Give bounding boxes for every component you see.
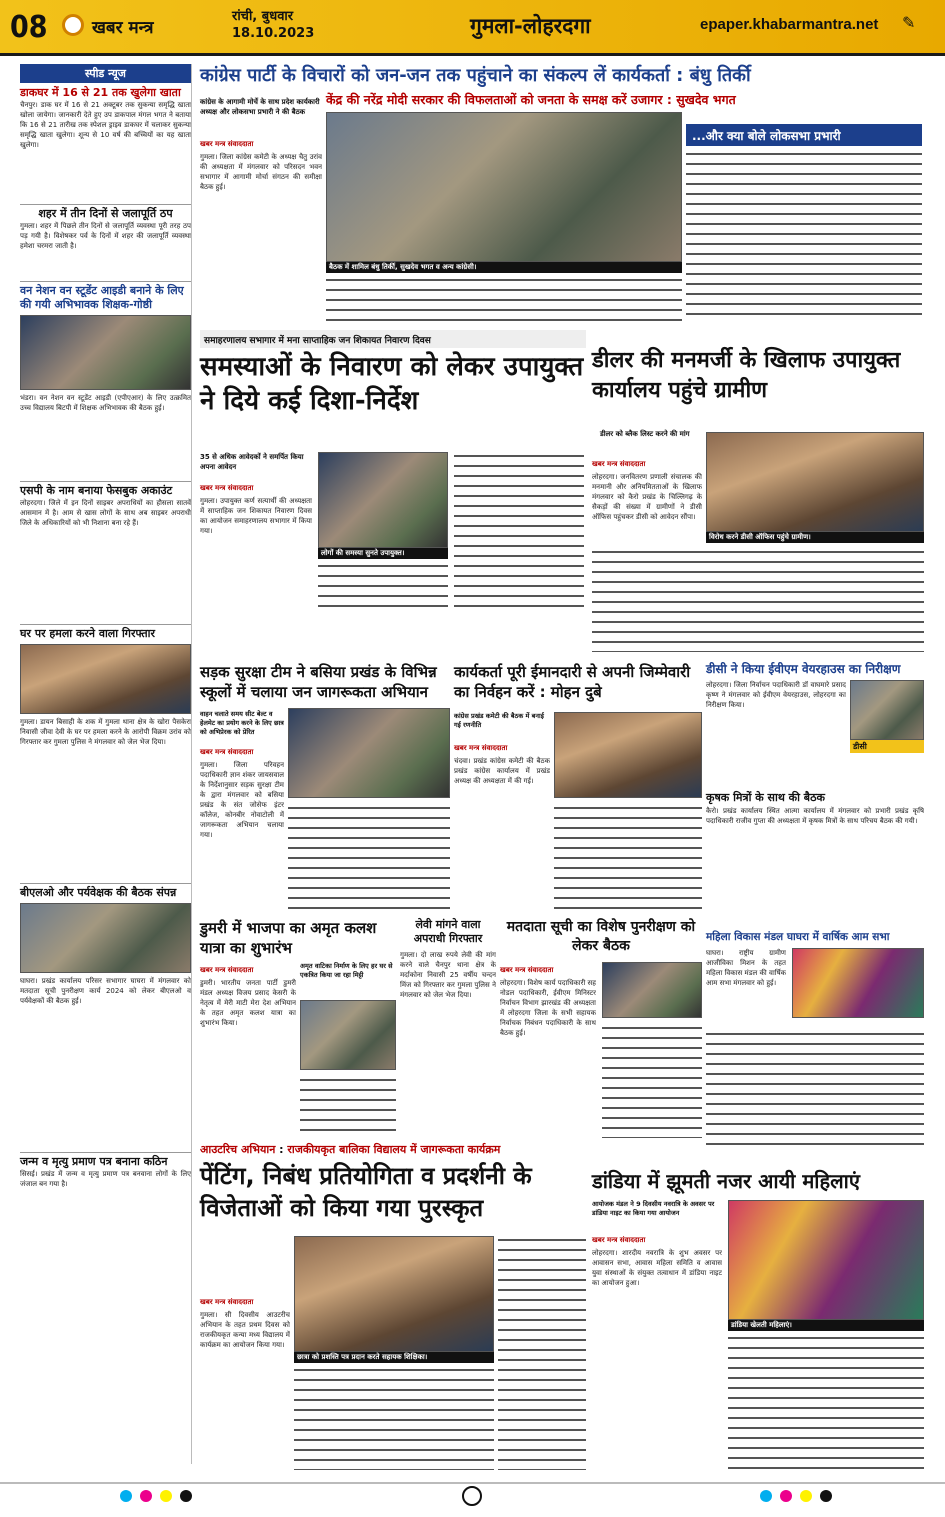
black-mark-icon (820, 1490, 832, 1502)
story2-photo-caption: लोगों की समस्या सुनते उपायुक्त। (318, 548, 448, 559)
brief-headline: बीएलओ और पर्यवेक्षक की बैठक संपन्न (20, 886, 177, 899)
story9-note: अमृत वाटिका निर्माण के लिए हर घर से एकत्रित किया जा रहा मिट्टी (300, 962, 393, 979)
byline: खबर मन्त्र संवाददाता (200, 140, 254, 148)
lead-kicker: कांग्रेस के आगामी मोर्चे के साथ प्रदेश कार्यकारी अध्यक्ष और लोकसभा प्रभारी ने की बैठक (200, 98, 320, 116)
brief-item (20, 86, 191, 196)
brief-item (20, 883, 191, 1146)
story11-body (602, 1024, 702, 1138)
story13-photo-caption: डांडिया खेलती महिलाएं। (728, 1320, 924, 1331)
story12-photo-caption: छात्रा को प्रशस्ति पत्र प्रदान करते सहायक शिक्षिका। (294, 1352, 494, 1363)
news-photo (20, 903, 191, 973)
brief-text: चैनपुर। डाक घर में 16 से 21 अक्टूबर तक सुकन्या समृद्धि खाता खोला जायेगा। जानकारी देते हुए उप डाकपाल मंगल भगत ने बताया कि 16 से 21 तारीख तक स्पेशल ड्राइव डाकघर में चलाकर सुकन्या समृद्धि खाता खुलेगा। शून्य से 10 वर्ष की बच्चियों का यह खाता खुलेगा। (20, 101, 191, 149)
brief-text: घाघरा। प्रखंड कार्यालय परिसर सभागार घाघरा में मंगलवार को मतदाता सूची पुनरीक्षण कार्य 2024 को लेकर बीएलओ व पर्यवेक्षकों की बैठक हुई। (20, 977, 191, 1005)
byline: खबर मन्त्र संवाददाता (200, 748, 254, 756)
story2-body (454, 452, 584, 614)
story9-photo (300, 1000, 396, 1070)
story6-body (706, 1030, 924, 1150)
story13-body (728, 1334, 924, 1470)
story7-photo (288, 708, 450, 798)
brief-text: गुमला। शहर में पिछले तीन दिनों से जलापूर्ति व्यवस्था पूरी तरह ठप पड़ गयी है। विशेषकर पर्व के दिनों में शहर की जलापूर्ति व्यवस्था हमेशा चरमरा जाती है। (20, 222, 191, 250)
lead-subhead: केंद्र की नरेंद्र मोदी सरकार की विफलताओं को जनता के समक्ष करें उजागर : सुखदेव भगत (326, 92, 736, 107)
speed-news-label: स्पीड न्यूज (20, 64, 191, 83)
brief-item (20, 281, 191, 473)
byline: खबर मन्त्र संवाददाता (200, 1298, 254, 1306)
story2-kicker: समाहरणालय सभागार में मना साप्ताहिक जन शिकायत निवारण दिवस (200, 330, 586, 348)
brief-headline: एसपी के नाम बनाया फेसबुक अकाउंट (20, 484, 173, 497)
story9-text: डुमरी। भारतीय जनता पार्टी डुमरी मंडल अध्यक्ष विजय प्रसाद केसरी के नेतृत्व में मेरी माटी मेरा देश अभियान के तहत अमृत कलश यात्रा का शुभारंभ किया। (200, 979, 296, 1027)
story11-headline: मतदाता सूची का विशेष पुनरीक्षण को लेकर बैठक (506, 919, 696, 954)
brief-headline: घर पर हमला करने वाला गिरफ्तार (20, 627, 156, 640)
story8-text: चंदवा। प्रखंड कांग्रेस कमेटी की बैठक प्रखंड कांग्रेस कार्यालय में प्रखंड अध्यक्ष की अध्यक्षता में की गई। (454, 757, 550, 785)
byline: खबर मन्त्र संवाददाता (200, 484, 254, 492)
story2-photo (318, 452, 448, 548)
story2-text: गुमला। उपायुक्त कर्ण सत्यार्थी की अध्यक्षता में साप्ताहिक जन शिकायत निवारण दिवस का आयोजन समाहरणालय सभागार में किया गया। (200, 497, 312, 535)
magenta-mark-icon (780, 1490, 792, 1502)
brief-headline: डाकघर में 16 से 21 तक खुलेगा खाता (20, 86, 181, 99)
story4-headline: डीसी ने किया ईवीएम वेयरहाउस का निरीक्षण (706, 662, 901, 676)
magenta-mark-icon (140, 1490, 152, 1502)
story10-headline: लेवी मांगने वाला अपराधी गिरफ्तार (413, 918, 483, 945)
story13-text: लोहरदगा। शारदीय नवरात्रि के शुभ अवसर पर आवासन सभा, आवास महिला समिति व आवास युवा संस्थाओं के संयुक्त तत्वाधान में डांडिया नाइट का आयोजन हुआ। (592, 1249, 722, 1287)
story12-body (498, 1236, 586, 1470)
site-link[interactable]: epaper.khabarmantra.net (700, 16, 879, 33)
brief-text: भंडरा। वन नेशन वन स्टूडेंट आइडी (एपीएआर) के लिए उत्क्रमित उच्च विद्यालय बिटपी में शिक्षक अभिभावक की बैठक हुई। (20, 394, 191, 412)
story8-photo (554, 712, 702, 798)
story9-body (300, 1076, 396, 1138)
lead-photo-caption: बैठक में शामिल बंधु तिर्की, सुखदेव भगत व अन्य कांग्रेसी। (326, 262, 682, 273)
left-news-column (20, 64, 192, 1464)
story9-headline: डुमरी में भाजपा का अमृत कलश यात्रा का शुभारंभ (200, 919, 377, 957)
story3-photo-caption: विरोध करने डीसी ऑफिस पहुंचे ग्रामीण। (706, 532, 924, 543)
section-title: गुमला-लोहरदगा (470, 14, 591, 38)
cyan-mark-icon (760, 1490, 772, 1502)
yellow-mark-icon (160, 1490, 172, 1502)
story6-photo (792, 948, 924, 1018)
story2-headline: समस्याओं के निवारण को लेकर उपायुक्त ने दिये कई दिशा-निर्देश (200, 352, 584, 416)
brief-text: लोहरदगा। जिले में इन दिनों साइबर अपराधियों का हौसला सातवें आसमान में है। आम से खास लोगों के साथ अब साइबर अपराधी जिले के अधिकारियों को भी निशाना बना रहे हैं। (20, 499, 191, 527)
lead-photo (326, 112, 682, 262)
byline: खबर मन्त्र संवाददाता (592, 1236, 646, 1244)
story4-text: लोहरदगा। जिला निर्वाचन पदाधिकारी डॉ वाघमारे प्रसाद कृष्ण ने मंगलवार को ईवीएम वेयरहाउस, लोहरदगा का निरीक्षण किया। (706, 681, 846, 709)
pencil-icon: ✎ (902, 13, 916, 32)
story5-text: कैरो। प्रखंड कार्यालय स्थित आत्मा कार्यालय में मंगलवार को प्रभारी प्रखंड कृषि पदाधिकारी राजीव गुप्ता की अध्यक्षता में कृषक मित्रों के साथ परिचय बैठक की गयी। (706, 807, 924, 825)
byline: खबर मन्त्र संवाददाता (454, 744, 508, 752)
brief-text: गुमला। डायन बिसाही के शक में गुमला थाना क्षेत्र के खोरा पैसकेरा निवासी जीवा देवी के घर पर हमला करने के आरोपी विक्रम उरांव को गिरफ्तार कर गुमला पुलिस ने मंगलवार को जेल भेज दिया। (20, 718, 191, 746)
story3-note: डीलर को ब्लैक लिस्ट करने की मांग (600, 430, 690, 438)
story7-text: गुमला। जिला परिवहन पदाधिकारी ज्ञान शंकर जायसवाल के निर्देशानुसार सड़क सुरक्षा टीम के द्वारा मंगलवार को बसिया प्रखंड के संत जोसेफ इंटर कॉलेज, कोनबीर नोवाटोली में जागरूकता अभियान चलाया गया। (200, 761, 284, 839)
lead-text: गुमला। जिला कांग्रेस कमेटी के अध्यक्ष चैतु उरांव की अध्यक्षता में मंगलवार को परिसदन भवन सभागार में आगामी मोर्चा संगठन की समीक्षा बैठक हुई। (200, 153, 322, 191)
story10-text: गुमला। दो लाख रुपये लेवी की मांग करने वाले चैनपुर थाना क्षेत्र के मर्दाकोना निवासी 25 वर्षीय चन्दन मिंज को गिरफ्तार कर गुमला पुलिस ने मंगलवार को जेल भेज दिया। (400, 951, 496, 999)
dateline (232, 8, 314, 42)
story12-kicker-text: राजकीयकृत बालिका विद्यालय में जागरूकता कार्यक्रम (287, 1143, 501, 1156)
story6-headline: महिला विकास मंडल घाघरा में वार्षिक आम सभा (706, 931, 890, 943)
story5-headline: कृषक मित्रों के साथ की बैठक (706, 791, 825, 804)
story7-headline: सड़क सुरक्षा टीम ने बसिया प्रखंड के विभिन्न स्कूलों में चलाया जन जागरूकता अभियान (200, 663, 437, 701)
byline: खबर मन्त्र संवाददाता (500, 966, 554, 974)
black-mark-icon (180, 1490, 192, 1502)
brief-headline: वन नेशन वन स्टूडेंट आइडी बनाने के लिए की गयी अभिभावक शिक्षक-गोष्ठी (20, 284, 184, 311)
edition-date: 18.10.2023 (232, 26, 315, 41)
story3-photo (706, 432, 924, 532)
brand-name: खबर मन्त्र (92, 18, 154, 38)
story13-headline: डांडिया में झूमती नजर आयी महिलाएं (592, 1169, 860, 1193)
sidebox-text (686, 150, 922, 322)
story3-body (592, 548, 924, 652)
place-day: रांची, बुधवार (232, 9, 294, 24)
page-number: 08 (10, 10, 48, 45)
story11-photo (602, 962, 702, 1018)
story7-note: वाहन चलाते समय सीट बेल्ट व हेलमेट का प्रयोग करने के लिए छात्र को अभिप्रेरक को प्रेरित (200, 710, 284, 736)
story12-kicker-red: आउटरिच अभियान (200, 1143, 276, 1156)
story8-note: कांग्रेस प्रखंड कमेटी की बैठक में बनाई गई रणनीति (454, 712, 544, 729)
byline: खबर मन्त्र संवाददाता (200, 966, 254, 974)
story12-kicker: आउटरिच अभियान : राजकीयकृत बालिका विद्यालय में जागरूकता कार्यक्रम (200, 1143, 501, 1156)
story3-headline: डीलर की मनमर्जी के खिलाफ उपायुक्त कार्यालय पहुंचे ग्रामीण (592, 348, 901, 403)
story8-headline: कार्यकर्ता पूरी ईमानदारी से अपनी जिम्मेवारी का निर्वहन करें : मोहन दुबे (454, 663, 691, 701)
brief-item (20, 481, 191, 618)
story7-body (288, 804, 450, 910)
story11-text: लोहरदगा। विशेष कार्य पदाधिकारी सह नोडल पदाधिकारी, ईवीएम मिनिस्टर निर्वाचन विभाग झारखंड की अध्यक्षता में लोहरदगा जिला के सभी सहायक निर्वाचक निबंधन पदाधिकारी के साथ बैठक हुई। (500, 979, 596, 1037)
story8-body (554, 804, 702, 910)
brief-headline: शहर में तीन दिनों से जलापूर्ति ठप (38, 207, 173, 220)
news-photo (20, 644, 191, 714)
story2-body (318, 562, 448, 614)
byline: खबर मन्त्र संवाददाता (592, 460, 646, 468)
story12-headline: पेंटिंग, निबंध प्रतियोगिता व प्रदर्शनी के विजेताओं को किया गया पुरस्कृत (200, 1162, 532, 1222)
brief-item (20, 1152, 191, 1249)
story12-photo (294, 1236, 494, 1352)
brief-item (20, 204, 191, 273)
story4-photo-caption: डीसी (850, 740, 924, 753)
cyan-mark-icon (120, 1490, 132, 1502)
story12-text: गुमला। सी दिवसीय आउटरीच अभियान के तहत प्रथम दिवस को राजकीयकृत कन्या मध्य विद्यालय में कार्यक्रम का आयोजन किया गया। (200, 1311, 290, 1349)
brand-logo-icon (62, 14, 84, 36)
story13-photo (728, 1200, 924, 1320)
lead-headline: कांग्रेस पार्टी के विचारों को जन-जन तक पहुंचाने का संकल्प लें कार्यकर्ता : बंधु तिर्की (200, 65, 751, 86)
lead-body-columns (326, 276, 682, 322)
brief-text: सिसई। प्रखंड में जन्म व मृत्यु प्रमाण पत्र बनवाना लोगों के लिए जंजाल बन गया है। (20, 1170, 191, 1188)
brief-headline: जन्म व मृत्यु प्रमाण पत्र बनाना कठिन (20, 1155, 168, 1168)
story4-photo (850, 680, 924, 740)
story6-text: घाघरा। राष्ट्रीय ग्रामीण आजीविका मिशन के तहत महिला विकास मंडल की वार्षिक आम सभा मंगलवार को हुई। (706, 949, 786, 987)
story2-note: 35 से अधिक आवेदकों ने समर्पित किया अपना आवेदन (200, 453, 304, 471)
story12-body (294, 1366, 494, 1470)
story3-text: लोहरदगा। जनवितरण प्रणाली संचालक की मनमानी और अनियमितताओं के खिलाफ मंगलवार को कैरो प्रखंड के चिल्लिगढ़ के सैकड़ों की संख्या में ग्रामीणों ने डीसी ऑफिस पहुंचकर डीसी को आवेदन सौंपा। (592, 473, 702, 521)
registration-mark-icon (462, 1486, 482, 1506)
sidebox-heading: ...और क्या बोले लोकसभा प्रभारी (686, 124, 922, 146)
brief-item (20, 624, 191, 877)
yellow-mark-icon (800, 1490, 812, 1502)
story13-note: आयोजक मंडल ने 9 दिवसीय नवरात्रि के अवसर पर डांडिया नाइट का किया गया आयोजन (592, 1200, 715, 1217)
news-photo (20, 315, 191, 390)
